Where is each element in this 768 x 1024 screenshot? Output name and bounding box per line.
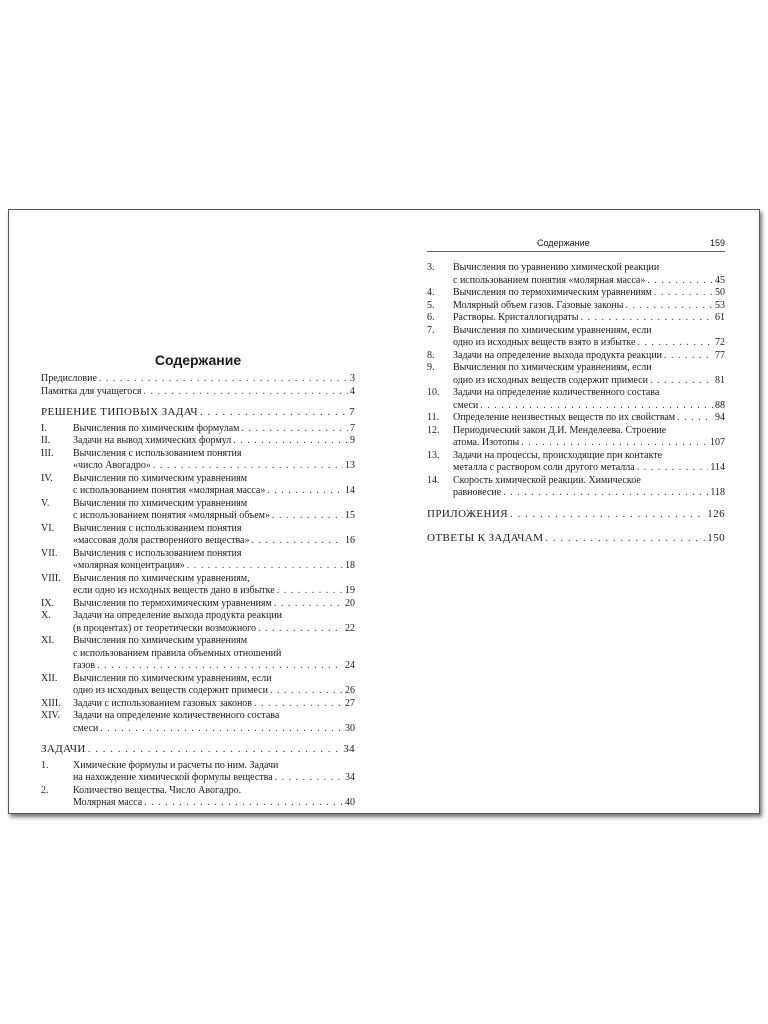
- toc-entry-line: Вычисления по химическим уравнениям: [73, 472, 248, 484]
- dot-leader: [258, 623, 343, 636]
- toc-list-left: [41, 373, 355, 810]
- toc-entry-title: Предисловие: [41, 373, 97, 384]
- toc-entry-page: 20: [345, 597, 355, 609]
- toc-entry-title: смеси: [73, 722, 99, 734]
- toc-entry-number: 10.: [427, 387, 440, 398]
- toc-entry-line: [73, 460, 355, 473]
- toc-entry[interactable]: [41, 760, 355, 785]
- toc-entry-page: 4: [350, 385, 355, 397]
- dot-leader: [267, 485, 343, 498]
- page-number: 159: [709, 238, 725, 248]
- dot-leader: [144, 386, 348, 399]
- toc-entry-number: 13.: [427, 449, 440, 461]
- toc-entry-title: смеси: [453, 399, 479, 411]
- toc-entry[interactable]: [41, 743, 355, 756]
- toc-entry-line: [73, 435, 355, 448]
- dot-leader: [654, 287, 713, 300]
- toc-entry[interactable]: [41, 548, 355, 573]
- toc-entry[interactable]: [41, 498, 355, 523]
- toc-entry-page: 118: [710, 487, 725, 498]
- toc-entry-number: 4.: [427, 287, 435, 298]
- toc-entry-line: [73, 598, 355, 611]
- toc-entry-line: Химические формулы и расчеты по ним. Задачи: [73, 759, 279, 771]
- toc-entry-page: 114: [710, 462, 725, 473]
- toc-entry-line: [453, 462, 725, 475]
- toc-entry[interactable]: [427, 412, 725, 425]
- toc-entry-title: одно из исходных веществ взято в избытке: [453, 337, 636, 348]
- toc-entry[interactable]: [427, 300, 725, 313]
- dot-leader: [274, 598, 343, 611]
- toc-entry-page: 72: [715, 337, 725, 348]
- toc-entry-line: Вычисления по химическим уравнениям, если: [453, 324, 652, 336]
- toc-entry-title: РЕШЕНИЕ ТИПОВЫХ ЗАДАЧ: [41, 406, 198, 418]
- toc-entry-title: (в процентах) от теоретически возможного: [73, 622, 257, 634]
- dot-leader: [254, 698, 343, 711]
- toc-entry-line: [453, 487, 725, 500]
- toc-entry-page: 24: [345, 660, 355, 671]
- toc-entry-line: Вычисления по химическим уравнениям,: [73, 572, 250, 584]
- section-gap: [427, 545, 725, 549]
- running-title: Содержание: [537, 238, 590, 248]
- toc-entry-page: 50: [715, 287, 725, 298]
- toc-entry-line: с использованием правила объемных отношений: [73, 647, 282, 659]
- toc-entry-title: Задачи на определение выхода продукта реакции: [453, 349, 663, 361]
- toc-entry-line: [453, 337, 725, 350]
- dot-leader: [580, 312, 713, 325]
- toc-entry-title: «молярная концентрация»: [73, 560, 185, 571]
- toc-entry-page: 88: [715, 399, 725, 411]
- dot-leader: [277, 585, 343, 598]
- dot-leader: [510, 508, 705, 521]
- toc-entry-line: [73, 535, 355, 548]
- toc-entry[interactable]: [41, 448, 355, 473]
- toc-entry-page: 94: [715, 412, 725, 423]
- toc-entry[interactable]: [41, 373, 355, 386]
- dot-leader: [270, 685, 343, 698]
- toc-entry-number: VII.: [41, 547, 58, 559]
- toc-entry-title: Вычисления по термохимическим уравнениям: [73, 597, 272, 609]
- toc-entry-number: X.: [41, 610, 51, 621]
- toc-entry-title: Задачи с использованием газовых законов: [73, 697, 253, 709]
- dot-leader: [545, 532, 705, 545]
- dot-leader: [200, 406, 347, 419]
- toc-entry-page: 34: [343, 743, 355, 755]
- toc-entry[interactable]: [427, 262, 725, 287]
- toc-entry-title: Определение неизвестных веществ по их свойствам: [453, 412, 676, 423]
- toc-entry-page: 30: [345, 722, 355, 734]
- toc-entry-title: одно из исходных веществ содержит примеси: [73, 685, 268, 696]
- book-spread: [8, 209, 760, 814]
- toc-entry[interactable]: [427, 425, 725, 450]
- dot-leader: [272, 510, 343, 523]
- toc-entry-page: 81: [715, 374, 725, 386]
- toc-entry-line: Количество вещества. Число Авогадро.: [73, 784, 242, 796]
- toc-entry-page: 107: [710, 437, 725, 448]
- toc-entry[interactable]: [427, 532, 725, 545]
- toc-entry[interactable]: [41, 673, 355, 698]
- toc-entry[interactable]: [41, 598, 355, 611]
- toc-entry-line: Задачи на процессы, происходящие при контакте: [453, 449, 663, 461]
- toc-entry-line: [41, 743, 355, 756]
- toc-entry-page: 126: [707, 507, 725, 520]
- toc-entry-number: 9.: [427, 362, 435, 373]
- toc-entry-number: I.: [41, 422, 47, 434]
- toc-entry-line: [73, 772, 355, 785]
- toc-heading: Содержание: [154, 352, 242, 368]
- toc-entry-line: [453, 412, 725, 425]
- dot-leader: [233, 435, 348, 448]
- toc-entry-line: [453, 350, 725, 363]
- toc-entry-line: Задачи на определение количественного состава: [453, 387, 660, 398]
- toc-entry-number: VI.: [41, 522, 55, 534]
- toc-entry-line: [73, 723, 355, 736]
- toc-entry-line: [73, 623, 355, 636]
- toc-entry-line: Вычисления с использованием понятия: [73, 447, 242, 459]
- toc-entry-number: XIV.: [41, 710, 60, 721]
- toc-entry-line: Вычисления с использованием понятия: [73, 547, 242, 559]
- toc-entry-page: 77: [715, 349, 725, 361]
- toc-entry[interactable]: [41, 710, 355, 735]
- toc-entry-number: 5.: [427, 299, 435, 311]
- toc-entry-number: IV.: [41, 472, 53, 484]
- toc-entry-number: XIII.: [41, 697, 61, 709]
- toc-entry-line: [73, 510, 355, 523]
- toc-entry-title: атома. Изотопы: [453, 437, 520, 448]
- toc-entry-line: [73, 660, 355, 673]
- toc-entry-title: «массовая доля растворенного вещества»: [73, 535, 250, 546]
- toc-entry-title: Вычисления по термохимическим уравнениям: [453, 287, 652, 298]
- toc-entry-line: [427, 508, 725, 521]
- toc-entry-title: Растворы. Кристаллогидраты: [453, 312, 579, 323]
- toc-entry[interactable]: [41, 423, 355, 436]
- toc-entry-number: 3.: [427, 262, 435, 273]
- toc-entry-page: 14: [345, 485, 355, 496]
- toc-entry-title: Задачи на вывод химических формул: [73, 435, 232, 446]
- dot-leader: [275, 772, 343, 785]
- toc-entry-line: Вычисления по химическим уравнениям: [73, 497, 248, 509]
- toc-entry-line: Задачи на определение выхода продукта реакции: [73, 610, 283, 621]
- toc-entry-page: 9: [350, 435, 355, 446]
- toc-entry-line: [453, 275, 725, 288]
- toc-entry-title: ЗАДАЧИ: [41, 743, 86, 755]
- toc-entry-number: 14.: [427, 474, 440, 486]
- dot-leader: [664, 350, 713, 363]
- toc-entry[interactable]: [427, 362, 725, 387]
- toc-entry[interactable]: [41, 406, 355, 419]
- toc-entry-line: [73, 423, 355, 436]
- dot-leader: [521, 437, 708, 450]
- toc-entry-line: [41, 386, 355, 399]
- toc-entry-title: металла с раствором соли другого металла: [453, 462, 635, 473]
- toc-entry[interactable]: [427, 475, 725, 500]
- dot-leader: [99, 373, 348, 386]
- toc-entry[interactable]: [41, 386, 355, 399]
- toc-entry[interactable]: [41, 698, 355, 711]
- toc-entry-title: равновесие: [453, 487, 502, 498]
- toc-entry[interactable]: [427, 325, 725, 350]
- toc-entry-title: одно из исходных веществ содержит примеси: [453, 374, 648, 386]
- toc-entry-line: Скорость химической реакции. Химическое: [453, 474, 641, 486]
- toc-entry[interactable]: [41, 523, 355, 548]
- dot-leader: [480, 400, 713, 413]
- toc-entry-number: III.: [41, 447, 54, 459]
- toc-entry-title: Памятка для учащегося: [41, 385, 142, 397]
- running-header: [427, 238, 725, 252]
- toc-entry-page: 45: [715, 274, 725, 286]
- toc-entry-page: 61: [715, 312, 725, 323]
- toc-entry-number: 11.: [427, 412, 440, 423]
- toc-entry[interactable]: [41, 610, 355, 635]
- toc-entry-page: 16: [345, 535, 355, 546]
- toc-entry-title: Вычисления по химическим формулам: [73, 422, 240, 434]
- toc-entry-title: «число Авогадро»: [73, 460, 151, 471]
- dot-leader: [242, 423, 349, 436]
- toc-entry-number: 1.: [41, 759, 49, 771]
- toc-entry-page: 27: [345, 697, 355, 709]
- toc-entry[interactable]: [427, 387, 725, 412]
- dot-leader: [647, 275, 713, 288]
- toc-entry-line: Вычисления по химическим уравнениям, если: [453, 362, 652, 373]
- toc-entry-number: 7.: [427, 324, 435, 336]
- toc-entry[interactable]: [41, 635, 355, 673]
- dot-leader: [677, 412, 713, 425]
- toc-entry-line: [73, 585, 355, 598]
- toc-entry[interactable]: [427, 287, 725, 300]
- toc-entry-title: на нахождение химической формулы вещества: [73, 772, 273, 783]
- right-page: [427, 210, 725, 813]
- toc-entry[interactable]: [41, 785, 355, 810]
- toc-entry-title: ОТВЕТЫ К ЗАДАЧАМ: [427, 532, 544, 544]
- toc-entry-page: 7: [350, 422, 355, 434]
- left-page: [41, 210, 355, 813]
- toc-entry-title: с использованием понятия «молярная масса»: [73, 485, 266, 496]
- section-gap: [427, 500, 725, 508]
- toc-entry-title: Молярная масса: [73, 797, 143, 808]
- toc-entry-line: [453, 312, 725, 325]
- toc-entry-number: 8.: [427, 349, 435, 361]
- dot-leader: [650, 375, 713, 388]
- toc-entry-line: [453, 400, 725, 413]
- dot-leader: [144, 797, 343, 810]
- toc-entry-line: [453, 375, 725, 388]
- dot-leader: [637, 462, 709, 475]
- toc-entry-page: 150: [707, 532, 725, 544]
- toc-entry-number: 12.: [427, 424, 440, 436]
- dot-leader: [88, 743, 341, 756]
- toc-entry[interactable]: [41, 573, 355, 598]
- toc-entry[interactable]: [427, 350, 725, 363]
- toc-entry-page: 40: [345, 797, 355, 808]
- toc-entry[interactable]: [427, 450, 725, 475]
- dot-leader: [637, 337, 713, 350]
- toc-entry-number: VIII.: [41, 572, 61, 584]
- toc-entry-number: 2.: [41, 784, 49, 796]
- toc-entry-line: Периодический закон Д.И. Менделеева. Строение: [453, 424, 667, 436]
- toc-list-right: [427, 262, 725, 549]
- toc-entry-line: [73, 797, 355, 810]
- toc-entry-line: Задачи на определение количественного состава: [73, 710, 280, 721]
- toc-entry-line: [41, 373, 355, 386]
- section-gap: [41, 398, 355, 406]
- toc-entry-title: с использованием понятия «молярная масса»: [453, 274, 646, 286]
- toc-entry-page: 18: [345, 560, 355, 571]
- toc-entry-page: 15: [345, 510, 355, 521]
- toc-entry-line: [427, 532, 725, 545]
- toc-entry-number: IX.: [41, 597, 55, 609]
- toc-entry-title: ПРИЛОЖЕНИЯ: [427, 507, 508, 520]
- toc-entry-line: [73, 560, 355, 573]
- toc-entry-number: XII.: [41, 672, 58, 684]
- toc-entry-page: 53: [715, 299, 725, 311]
- toc-entry[interactable]: [41, 473, 355, 498]
- toc-entry[interactable]: [427, 508, 725, 521]
- toc-entry-line: [73, 698, 355, 711]
- toc-entry-line: [453, 287, 725, 300]
- toc-entry-page: 13: [345, 460, 355, 471]
- toc-entry-line: [453, 300, 725, 313]
- dot-leader: [97, 660, 343, 673]
- toc-entry-line: [73, 485, 355, 498]
- toc-entry-line: Вычисления по химическим уравнениям, если: [73, 672, 272, 684]
- section-gap: [41, 735, 355, 743]
- toc-entry-line: [73, 685, 355, 698]
- dot-leader: [626, 300, 713, 313]
- toc-entry[interactable]: [41, 435, 355, 448]
- toc-entry-title: газов: [73, 660, 96, 671]
- toc-entry-number: V.: [41, 497, 50, 509]
- toc-entry[interactable]: [427, 312, 725, 325]
- dot-leader: [251, 535, 343, 548]
- toc-entry-page: 3: [350, 373, 355, 384]
- toc-entry-title: Молярный объем газов. Газовые законы: [453, 299, 624, 311]
- toc-entry-line: [41, 406, 355, 419]
- toc-entry-line: Вычисления с использованием понятия: [73, 522, 242, 534]
- toc-entry-number: XI.: [41, 635, 55, 646]
- toc-entry-page: 7: [349, 406, 355, 418]
- toc-entry-line: Вычисления по уравнению химической реакции: [453, 262, 660, 273]
- dot-leader: [100, 723, 343, 736]
- toc-entry-number: II.: [41, 435, 51, 446]
- toc-entry-title: с использованием понятия «молярный объем»: [73, 510, 270, 521]
- toc-entry-number: 6.: [427, 312, 435, 323]
- toc-entry-line: [453, 437, 725, 450]
- toc-entry-page: 22: [345, 622, 355, 634]
- section-gap: [427, 524, 725, 532]
- toc-entry-page: 34: [345, 772, 355, 783]
- dot-leader: [503, 487, 708, 500]
- toc-entry-page: 19: [345, 585, 355, 596]
- dot-leader: [153, 460, 343, 473]
- toc-entry-line: Вычисления по химическим уравнениям: [73, 635, 248, 646]
- dot-leader: [187, 560, 343, 573]
- toc-entry-title: если одно из исходных веществ дано в избытке: [73, 585, 275, 596]
- toc-entry-page: 26: [345, 685, 355, 696]
